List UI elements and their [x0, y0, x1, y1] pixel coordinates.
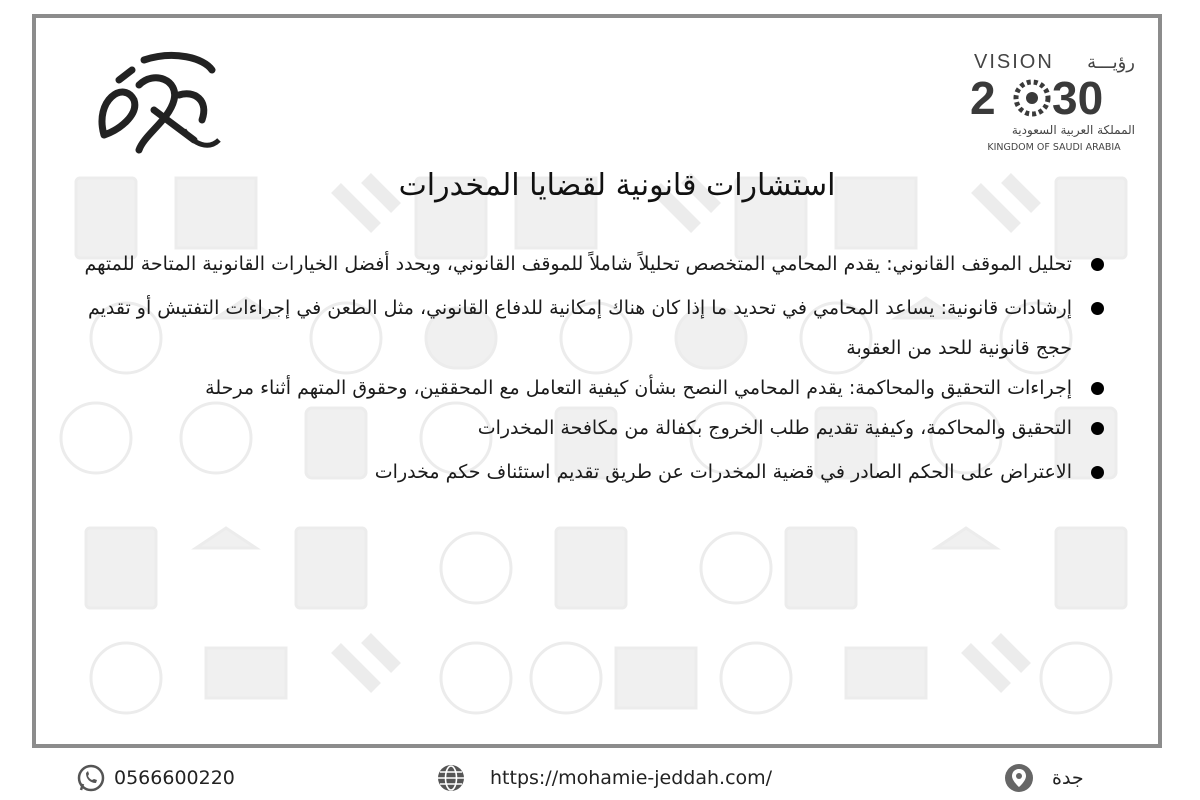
globe-icon	[436, 763, 466, 793]
country-english: KINGDOM OF SAUDI ARABIA	[987, 142, 1121, 153]
vision-word: VISION	[974, 51, 1054, 73]
bullet-icon	[1091, 258, 1104, 271]
website-link[interactable]	[436, 764, 772, 792]
page-title: استشارات قانونية لقضايا المخدرات	[398, 168, 836, 203]
phone-contact[interactable]	[76, 764, 235, 792]
location	[1004, 764, 1084, 792]
calligraphy-logo	[84, 40, 224, 155]
bullet-icon	[1091, 466, 1104, 479]
content-frame	[32, 14, 1162, 748]
emblem-icon	[1016, 82, 1048, 114]
location-pin-icon	[1004, 763, 1034, 793]
services-list	[64, 244, 1108, 492]
bullet-icon	[1091, 382, 1104, 395]
list-item: تحليل الموقف القانوني: يقدم المحامي المتخصص تحليلاً شاملاً للموقف القانوني، ويحدد أفضل الخيارات القانونية المتاحة للمتهم	[64, 244, 1108, 284]
list-item: التحقيق والمحاكمة، وكيفية تقديم طلب الخروج بكفالة من مكافحة المخدرات	[64, 408, 1108, 448]
list-item: الاعتراض على الحكم الصادر في قضية المخدرات عن طريق تقديم استئناف حكم مخدرات	[64, 452, 1108, 492]
list-item: إجراءات التحقيق والمحاكمة: يقدم المحامي النصح بشأن كيفية التعامل مع المحققين، وحقوق المتهم أثناء مرحلة	[64, 368, 1108, 408]
year-left: 2	[970, 72, 996, 124]
country-arabic: المملكة العربية السعودية	[1011, 123, 1135, 137]
footer-contact-bar	[0, 752, 1200, 800]
phone-number: 0566600220	[114, 767, 235, 789]
year-right: 30	[1052, 72, 1104, 124]
bullet-icon	[1091, 422, 1104, 435]
whatsapp-icon	[76, 763, 106, 793]
vision-2030-logo	[970, 48, 1140, 158]
vision-arabic-word: رؤيـــة	[1087, 52, 1135, 73]
list-item: إرشادات قانونية: يساعد المحامي في تحديد ما إذا كان هناك إمكانية للدفاع القانوني، مثل الطعن في إجراءات التفتيش أو تقديم حجج قانونية للحد من العقوبة	[64, 288, 1108, 368]
website-url: https://mohamie-jeddah.com/	[490, 767, 773, 789]
city-label: جدة	[1052, 767, 1084, 789]
bullet-icon	[1091, 302, 1104, 315]
